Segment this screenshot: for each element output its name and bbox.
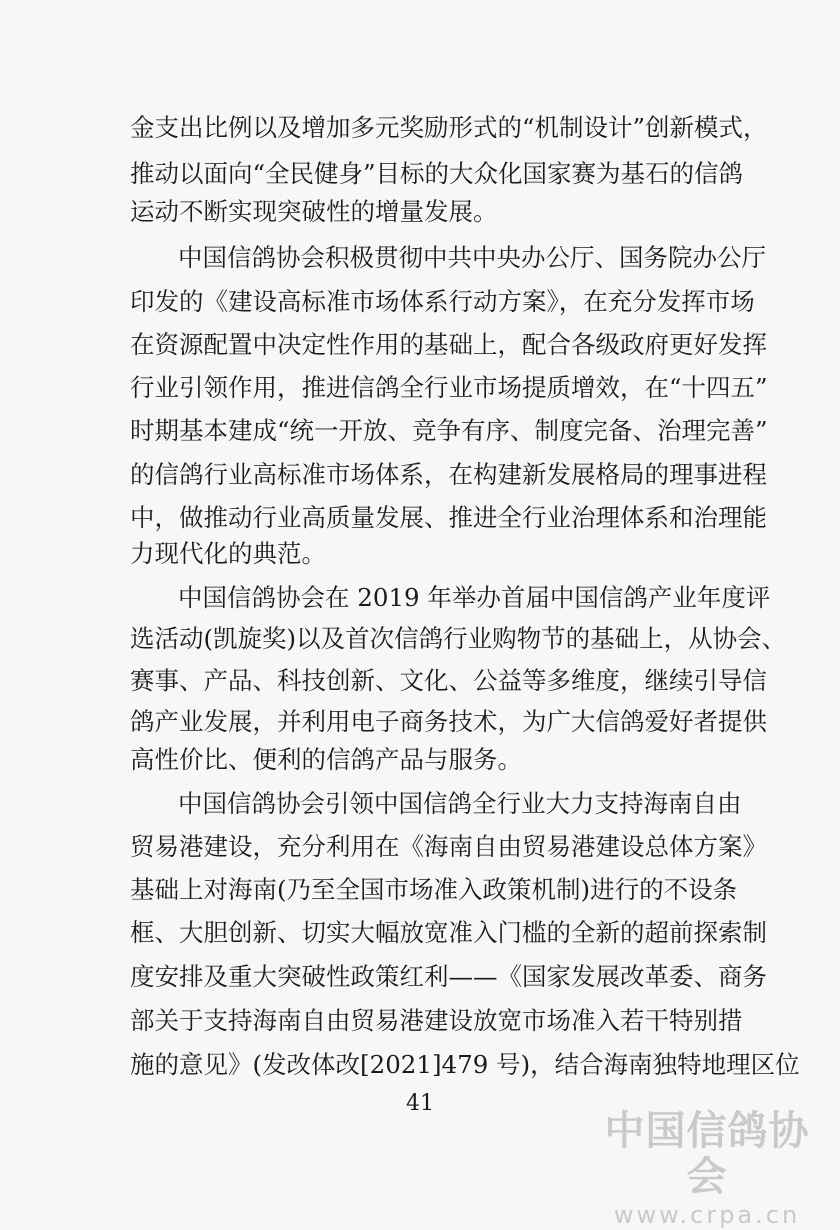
text-line: 高性价比、便利的信鸽产品与服务。: [130, 745, 522, 774]
text-line: 金支出比例以及增加多元奖励形式的“机制设计”创新模式，: [130, 113, 768, 142]
text-line: 在资源配置中决定性作用的基础上，配合各级政府更好发挥: [130, 330, 767, 359]
watermark-url: www.crpa.cn: [613, 1201, 801, 1229]
text-line: 运动不断实现突破性的增量发展。: [130, 197, 498, 226]
paragraph-start-line: 中国信鸽协会引领中国信鸽全行业大力支持海南自由: [178, 789, 742, 818]
text-line: 框、大胆创新、切实大幅放宽准入门槛的全新的超前探索制: [130, 918, 767, 947]
text-line: 力现代化的典范。: [130, 539, 326, 568]
paragraph-start-line: 中国信鸽协会在 2019 年举办首届中国信鸽产业年度评: [178, 583, 771, 612]
text-line: 基础上对海南(乃至全国市场准入政策机制)进行的不设条: [130, 875, 738, 904]
page-number: 41: [406, 1091, 434, 1116]
text-line: 行业引领作用，推进信鸽全行业市场提质增效，在“十四五”: [130, 373, 768, 402]
text-line: 推动以面向“全民健身”目标的大众化国家赛为基石的信鸽: [130, 159, 744, 188]
text-line: 施的意见》(发改体改[2021]479 号)，结合海南独特地理区位: [130, 1050, 800, 1079]
text-line: 鸽产业发展，并利用电子商务技术，为广大信鸽爱好者提供: [130, 707, 767, 736]
paragraph-start-line: 中国信鸽协会积极贯彻中共中央办公厅、国务院办公厅: [178, 243, 766, 272]
text-line: 赛事、产品、科技创新、文化、公益等多维度，继续引导信: [130, 666, 767, 695]
text-line: 印发的《建设高标准市场体系行动方案》，在充分发挥市场: [130, 287, 755, 316]
text-line: 选活动(凯旋奖)以及首次信鸽行业购物节的基础上，从协会、: [130, 624, 787, 653]
text-line: 贸易港建设，充分利用在《海南自由贸易港建设总体方案》: [130, 832, 767, 861]
text-line: 时期基本建成“统一开放、竞争有序、制度完备、治理完善”: [130, 416, 768, 445]
watermark: [592, 1108, 822, 1230]
text-line: 的信鸽行业高标准市场体系，在构建新发展格局的理事进程: [130, 460, 767, 489]
text-line: 部关于支持海南自由贸易港建设放宽市场准入若干特别措: [130, 1006, 743, 1035]
watermark-name: 中国信鸽协会: [604, 1108, 810, 1200]
text-line: 度安排及重大突破性政策红利——《国家发展改革委、商务: [130, 962, 767, 991]
text-line: 中，做推动行业高质量发展、推进全行业治理体系和治理能: [130, 503, 767, 532]
